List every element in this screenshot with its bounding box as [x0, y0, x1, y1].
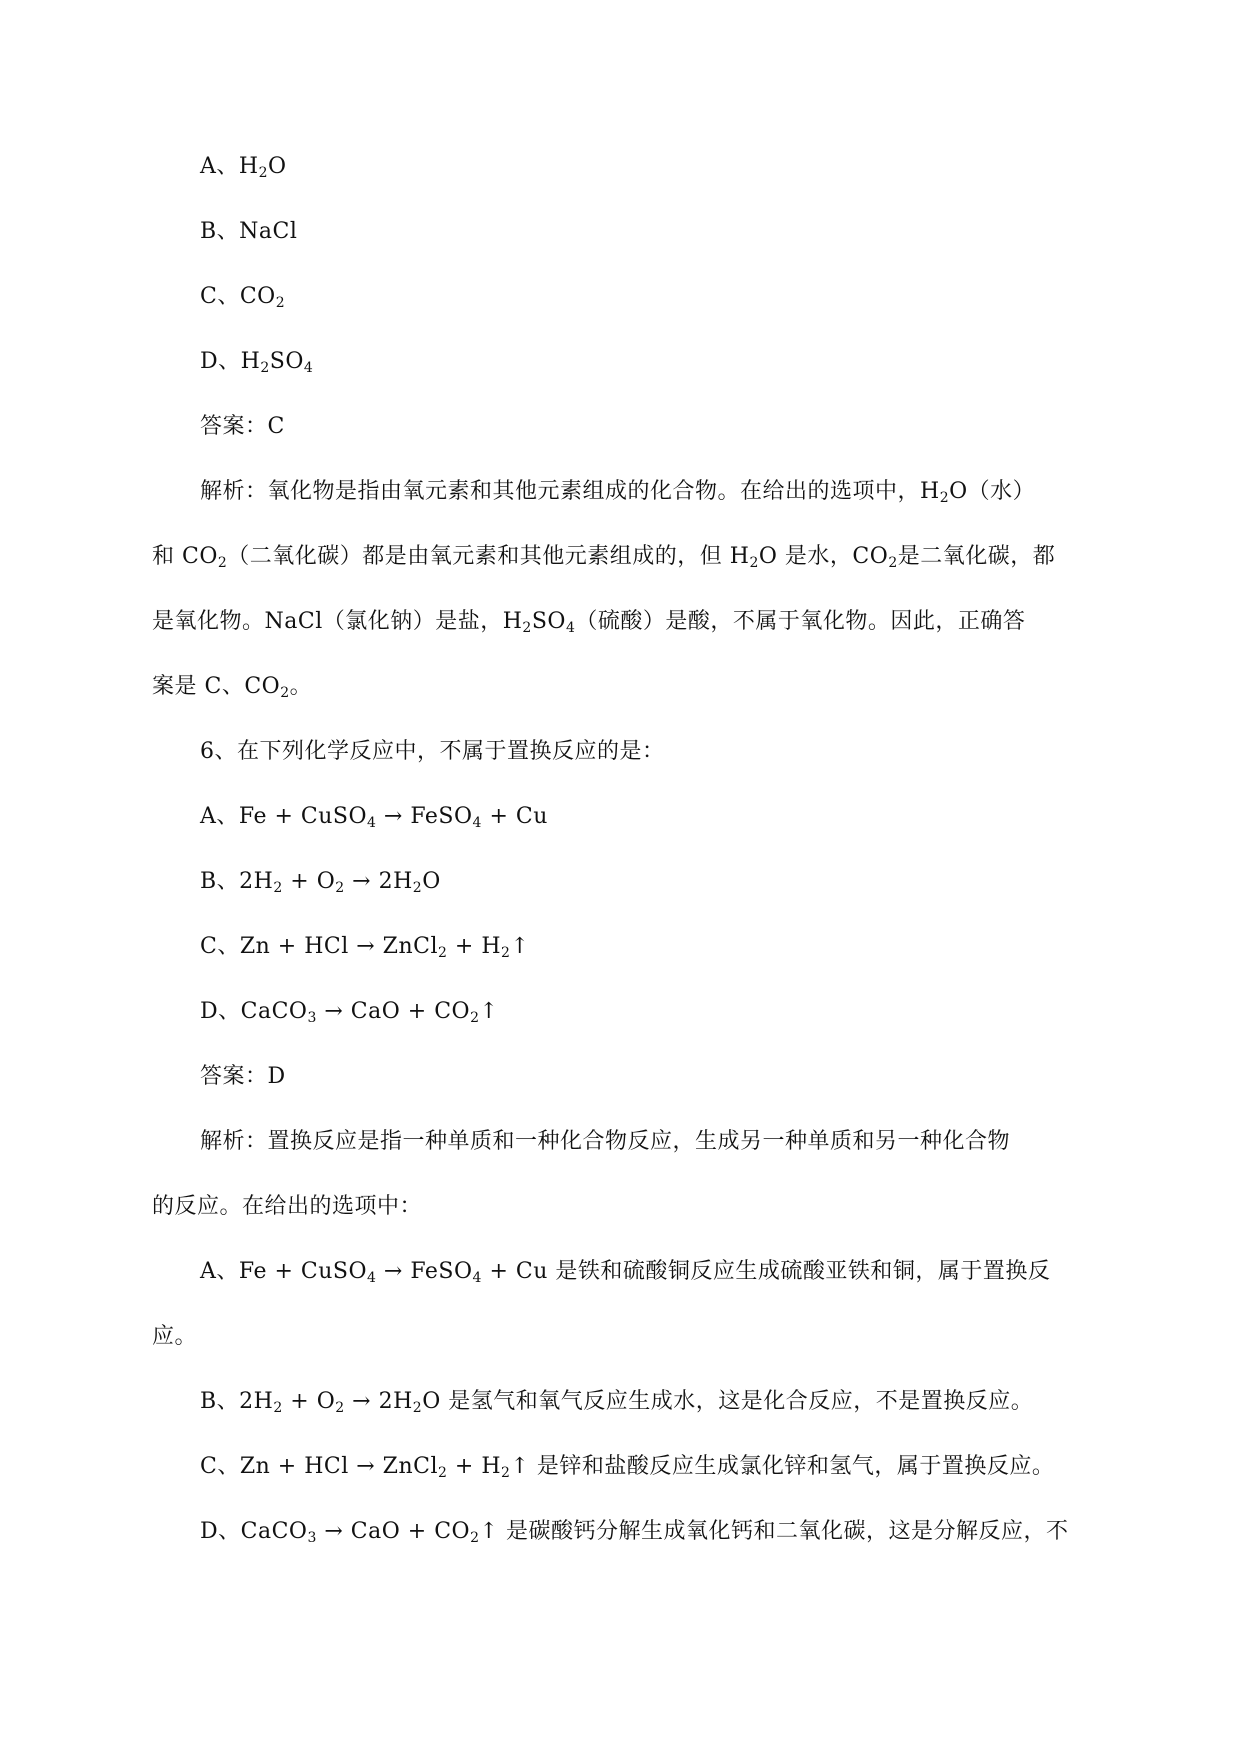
q6-question: 6、在下列化学反应中，不属于置换反应的是：: [200, 739, 665, 764]
q6-explanation-a-line-1: A、Fe + CuSO$_4$ → FeSO$_4$ + Cu 是铁和硫酸铜反应生成硫酸亚铁和铜，属于置换反: [200, 1259, 1051, 1286]
q5-explanation-line-4: 案是 C、$CO_2$。: [152, 674, 313, 701]
q6-option-d: D、CaCO$_3$ → CaO + $CO_2↑$: [200, 999, 499, 1026]
q6-explanation-a-line-2: 应。: [152, 1324, 198, 1349]
q5-explanation-line-2: 和 $CO_2$（二氧化碳）都是由氧元素和其他元素组成的，但 $H_2O$ 是水，$CO_2$是二氧化碳，都: [152, 544, 1056, 571]
q6-explanation-b: B、$2H_2 + O_2 \to 2H_2O$ 是氢气和氧气反应生成水，这是化合反应，不是置换反应。: [200, 1389, 1034, 1416]
q5-option-a: A、$H_2O$: [200, 154, 287, 181]
q6-option-c: C、Zn + HCl → ZnCl$_2$ + $H_2↑$: [200, 934, 530, 961]
q5-answer: 答案：C: [200, 414, 285, 439]
q6-explanation-intro-line-1: 解析：置换反应是指一种单质和一种化合物反应，生成另一种单质和另一种化合物: [200, 1129, 1011, 1154]
q6-explanation-intro-line-2: 的反应。在给出的选项中：: [152, 1194, 423, 1219]
q6-option-a: A、Fe + CuSO$_4$ → FeSO$_4$ + Cu: [200, 804, 548, 831]
q6-option-b: B、$2H_2 + O_2 \to 2H_2O$: [200, 869, 441, 896]
q6-explanation-c: C、Zn + HCl → ZnCl$_2$ + $H_2↑$ 是锌和盐酸反应生成氯化锌和氢气，属于置换反应。: [200, 1454, 1055, 1481]
q5-option-d: D、$H_2SO_4$: [200, 349, 314, 376]
q6-explanation-d: D、CaCO$_3$ → CaO + $CO_2↑$ 是碳酸钙分解生成氧化钙和二氧化碳，这是分解反应，不: [200, 1519, 1069, 1546]
q6-answer: 答案：D: [200, 1064, 286, 1089]
q5-explanation-line-3: 是氧化物。NaCl（氯化钠）是盐，$H_2SO_4$（硫酸）是酸，不属于氧化物。因此，正确答: [152, 609, 1026, 636]
q5-option-b: B、NaCl: [200, 219, 298, 244]
q5-option-c: C、$CO_2$: [200, 284, 286, 311]
q5-explanation-line-1: 解析：氧化物是指由氧元素和其他元素组成的化合物。在给出的选项中，$H_2O$（水）: [200, 479, 1036, 506]
